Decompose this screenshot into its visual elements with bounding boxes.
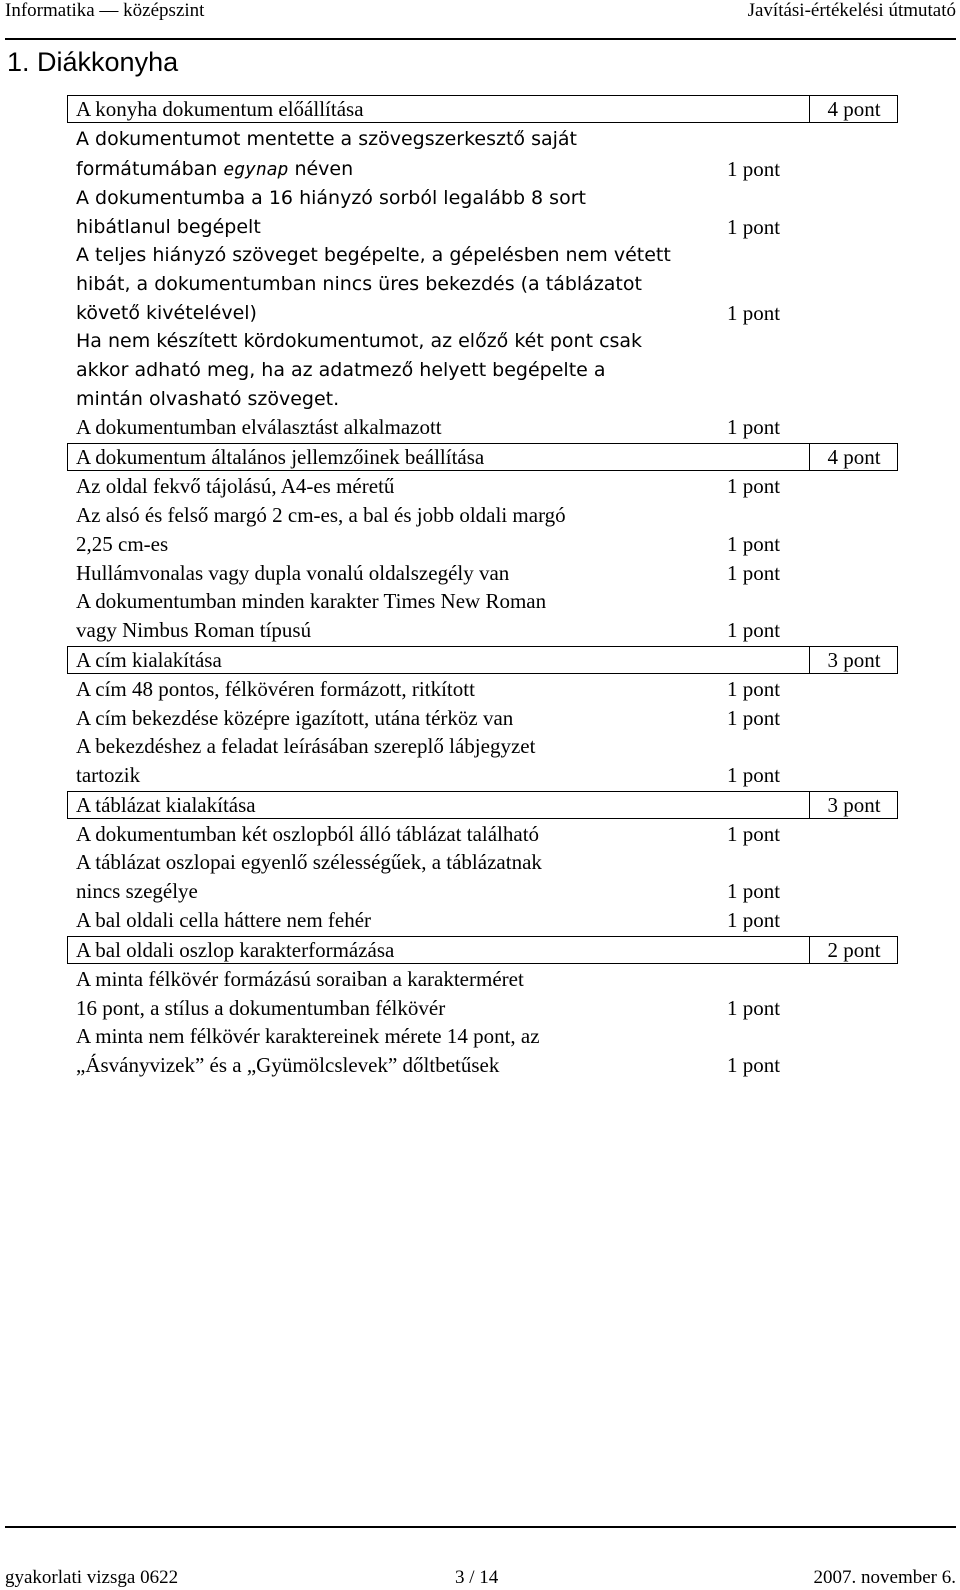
criterion-points: 1 pont <box>727 301 781 325</box>
criterion-points: 1 pont <box>727 822 781 846</box>
criterion-text: A dokumentumban két oszlopból álló táblázat található <box>76 822 540 846</box>
filename-text: egynap <box>223 159 289 180</box>
criterion-text: A dokumentumot mentette a szövegszerkesztő saját <box>76 128 578 150</box>
criterion-points: 1 pont <box>727 618 781 642</box>
criterion-text: követő kivételével) <box>76 302 257 324</box>
criterion-text: A dokumentumban minden karakter Times New Roman <box>76 589 547 613</box>
section-title: A cím kialakítása <box>76 648 222 672</box>
criterion-text: A táblázat oszlopai egyenlő szélességűek, a táblázatnak <box>76 850 542 874</box>
page-title: 1. Diákkonyha <box>7 47 179 77</box>
footer-rule <box>5 1526 956 1528</box>
section-header-4 <box>67 791 898 819</box>
header-left-text: Informatika — középszint <box>5 0 205 21</box>
footer-right-text: 2007. november 6. <box>813 1567 956 1588</box>
criterion-text: A minta nem félkövér karaktereinek mérete 14 pont, az <box>76 1024 540 1048</box>
criterion-text: vagy Nimbus Roman típusú <box>76 618 312 642</box>
criterion-points: 1 pont <box>727 763 781 787</box>
criterion-points: 1 pont <box>727 474 781 498</box>
criterion-text: A dokumentumban elválasztást alkalmazott <box>76 415 442 439</box>
criterion-text: nincs szegélye <box>76 879 198 903</box>
criterion-points: 1 pont <box>727 532 781 556</box>
criterion-points: 1 pont <box>727 215 781 239</box>
criterion-text: „Ásványvizek” és a „Gyümölcslevek” dőltbetűsek <box>76 1053 500 1077</box>
section-points: 4 pont <box>809 96 898 122</box>
criterion-points: 1 pont <box>727 561 781 585</box>
criterion-text: tartozik <box>76 763 141 787</box>
criterion-text: A cím 48 pontos, félkövéren formázott, ritkított <box>76 677 475 701</box>
section-points: 3 pont <box>809 647 898 673</box>
section-header-5 <box>67 936 898 964</box>
criterion-text <box>76 155 353 184</box>
criterion-points: 1 pont <box>727 996 781 1020</box>
criterion-text: 16 pont, a stílus a dokumentumban félkövér <box>76 996 446 1020</box>
criterion-text: hibát, a dokumentumban nincs üres bekezdés (a táblázatot <box>76 273 642 295</box>
criterion-text: hibátlanul begépelt <box>76 216 261 238</box>
criterion-text: A teljes hiányzó szöveget begépelte, a gépelésben nem vétett <box>76 244 671 266</box>
note-text: Ha nem készített kördokumentumot, az előző két pont csak <box>76 330 643 352</box>
criterion-points: 1 pont <box>727 677 781 701</box>
section-title: A bal oldali oszlop karakterformázása <box>76 938 395 962</box>
criterion-text: Hullámvonalas vagy dupla vonalú oldalszegély van <box>76 561 510 585</box>
criterion-text-part: néven <box>288 158 354 180</box>
criterion-text: A bal oldali cella háttere nem fehér <box>76 908 372 932</box>
footer-left-text: gyakorlati vizsga 0622 <box>5 1567 179 1588</box>
section-title: A konyha dokumentum előállítása <box>76 97 364 121</box>
criterion-points: 1 pont <box>727 879 781 903</box>
section-title: A dokumentum általános jellemzőinek beállítása <box>76 445 485 469</box>
criterion-text: A cím bekezdése középre igazított, utána térköz van <box>76 706 514 730</box>
section-points: 3 pont <box>809 792 898 818</box>
note-text: mintán olvasható szöveget. <box>76 388 340 410</box>
criterion-points: 1 pont <box>727 157 781 181</box>
section-header-2 <box>67 443 898 471</box>
criterion-text: A dokumentumba a 16 hiányzó sorból legalább 8 sort <box>76 187 586 209</box>
criterion-points: 1 pont <box>727 908 781 932</box>
header-rule <box>5 38 956 40</box>
header-right-text: Javítási-értékelési útmutató <box>747 0 956 21</box>
page-header <box>5 0 956 40</box>
criterion-points: 1 pont <box>727 706 781 730</box>
criterion-text-part: formátumában <box>76 158 224 180</box>
section-title: A táblázat kialakítása <box>76 793 256 817</box>
criterion-text: Az alsó és felső margó 2 cm-es, a bal és jobb oldali margó <box>76 503 566 527</box>
section-header-3 <box>67 646 898 674</box>
criterion-points: 1 pont <box>727 1053 781 1077</box>
criterion-text: Az oldal fekvő tájolású, A4-es méretű <box>76 474 395 498</box>
criterion-text: A minta félkövér formázású soraiban a karakterméret <box>76 967 524 991</box>
criterion-points: 1 pont <box>727 415 781 439</box>
criterion-text: A bekezdéshez a feladat leírásában szereplő lábjegyzet <box>76 734 536 758</box>
criterion-text: 2,25 cm-es <box>76 532 169 556</box>
footer-page-number: 3 / 14 <box>455 1567 499 1588</box>
section-header-1 <box>67 95 898 123</box>
section-points: 2 pont <box>809 937 898 963</box>
section-points: 4 pont <box>809 444 898 470</box>
note-text: akkor adható meg, ha az adatmező helyett begépelte a <box>76 359 606 381</box>
